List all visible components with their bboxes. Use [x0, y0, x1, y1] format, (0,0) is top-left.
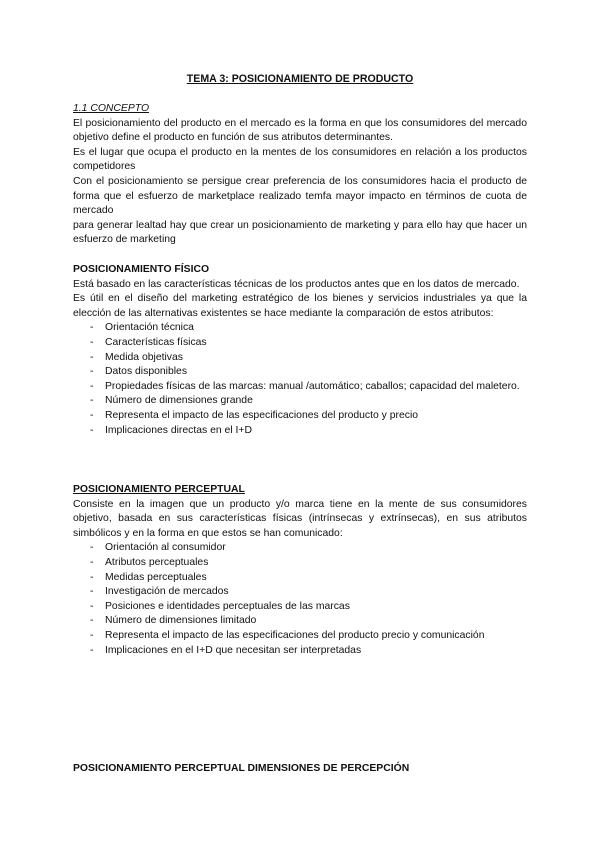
page-title: TEMA 3: POSICIONAMIENTO DE PRODUCTO	[186, 73, 414, 85]
list-item-text: Investigación de mercados	[105, 586, 229, 598]
dash-bullet: -	[90, 380, 94, 392]
section-dimensiones-percepcion	[73, 762, 527, 777]
bullet-list-perceptual	[73, 541, 527, 658]
list-item-text: Representa el impacto de las especificaciones del producto y precio	[105, 409, 419, 421]
list-item	[73, 600, 527, 615]
list-item	[73, 424, 527, 439]
dash-bullet: -	[90, 336, 94, 348]
dash-bullet: -	[90, 366, 94, 378]
paragraph: para generar lealtad hay que crear un posicionamiento de marketing y para ello hay que hacer un esfuerzo de marketing	[73, 219, 527, 246]
section-posicionamiento-perceptual	[73, 483, 527, 658]
paragraph: El posicionamiento del producto en el mercado es la forma en que los consumidores del mercado objetivo define el producto en función de sus atributos determinantes.	[73, 117, 527, 144]
dash-bullet: -	[90, 644, 94, 656]
list-item-text: Representa el impacto de las especificaciones del producto precio y comunicación	[105, 629, 485, 641]
list-item-text: Posiciones e identidades perceptuales de las marcas	[105, 600, 350, 612]
list-item	[73, 571, 527, 586]
paragraph: Consiste en la imagen que un producto y/o marca tiene en la mente de sus consumidores objetivo, basada en sus características físicas (intrínsecas y extrínsecas), en sus atributos simbólicos y en la forma en que estos se han comunicado:	[73, 498, 527, 539]
list-item	[73, 556, 527, 571]
list-item-text: Implicaciones directas en el I+D	[105, 424, 252, 436]
list-item	[73, 351, 527, 366]
list-item	[73, 644, 527, 659]
list-item	[73, 394, 527, 409]
bullet-list-fisico	[73, 321, 527, 438]
list-item-text: Propiedades físicas de las marcas: manual /automático; caballos; capacidad del maletero.	[105, 380, 520, 392]
list-item-text: Implicaciones en el I+D que necesitan ser interpretadas	[105, 644, 362, 656]
section-heading-concepto: 1.1 CONCEPTO	[73, 103, 150, 114]
section-heading-perceptual: POSICIONAMIENTO PERCEPTUAL	[73, 484, 245, 495]
list-item-text: Orientación al consumidor	[105, 542, 226, 554]
list-item	[73, 409, 527, 424]
list-item	[73, 541, 527, 556]
list-item	[73, 585, 527, 600]
dash-bullet: -	[90, 556, 94, 568]
dash-bullet: -	[90, 424, 94, 436]
dash-bullet: -	[90, 615, 94, 627]
paragraph: Con el posicionamiento se persigue crear preferencia de los consumidores hacia el producto de forma que el esfuerzo de marketplace realizado temfa mayor impacto en términos de cuota de mercado	[73, 175, 527, 217]
section-heading-fisico: POSICIONAMIENTO FÍSICO	[73, 264, 210, 275]
list-item-text: Datos disponibles	[105, 366, 188, 378]
list-item	[73, 614, 527, 629]
list-item	[73, 365, 527, 380]
section-posicionamiento-fisico	[73, 263, 527, 438]
list-item-text: Atributos perceptuales	[105, 556, 209, 568]
dash-bullet: -	[90, 571, 94, 583]
list-item	[73, 321, 527, 336]
list-item-text: Medida objetivas	[105, 351, 183, 363]
list-item-text: Orientación técnica	[105, 322, 194, 334]
list-item	[73, 336, 527, 351]
paragraph: Es útil en el diseño del marketing estratégico de los bienes y servicios industriales ya que la elección de las alternativas existentes se hace mediante la comparación de estos atributos:	[73, 293, 527, 319]
list-item	[73, 629, 527, 644]
section-heading-dimensiones: POSICIONAMIENTO PERCEPTUAL DIMENSIONES DE PERCEPCIÓN	[73, 763, 410, 774]
dash-bullet: -	[90, 600, 94, 612]
list-item-text: Número de dimensiones grande	[105, 395, 253, 407]
dash-bullet: -	[90, 586, 94, 598]
paragraph: Es el lugar que ocupa el producto en la mentes de los consumidores en relación a los productos competidores	[73, 146, 527, 173]
section-concepto	[73, 102, 527, 248]
list-item	[73, 380, 527, 395]
list-item-text: Medidas perceptuales	[105, 571, 207, 583]
list-item-text: Número de dimensiones limitado	[105, 615, 257, 627]
dash-bullet: -	[90, 629, 94, 641]
dash-bullet: -	[90, 322, 94, 334]
dash-bullet: -	[90, 351, 94, 363]
paragraph: Está basado en las características técnicas de los productos antes que en los datos de mercado.	[73, 278, 520, 290]
dash-bullet: -	[90, 409, 94, 421]
dash-bullet: -	[90, 542, 94, 554]
dash-bullet: -	[90, 395, 94, 407]
list-item-text: Características físicas	[105, 336, 207, 348]
